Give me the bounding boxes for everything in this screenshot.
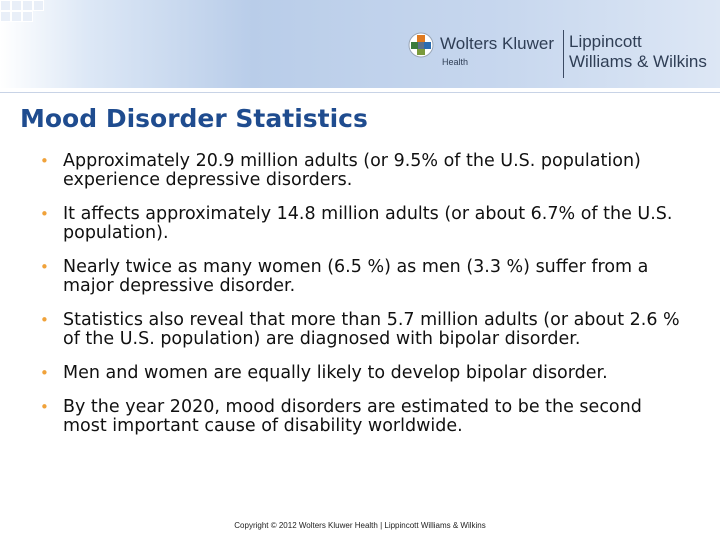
bullet-text: Nearly twice as many women (6.5 %) as men (3.3 %) suffer from a major depressive disorder. xyxy=(63,257,649,296)
bullet-marker: • xyxy=(40,398,49,416)
logo-imprint-line1: Lippincott xyxy=(569,32,642,51)
logo-brand: Wolters Kluwer xyxy=(440,34,554,53)
header-grid-decoration xyxy=(0,0,60,22)
bullet-text: By the year 2020, mood disorders are estimated to be the second most important cause of disability worldwide. xyxy=(63,397,642,436)
logo-divider xyxy=(563,30,564,78)
bullet-item xyxy=(38,258,688,296)
bullet-text: It affects approximately 14.8 million adults (or about 6.7% of the U.S. population). xyxy=(63,204,673,243)
wolters-kluwer-logo-icon xyxy=(408,32,434,58)
bullet-marker: • xyxy=(40,364,49,382)
logo-imprint-line2: Williams & Wilkins xyxy=(569,52,707,71)
bullet-text: Men and women are equally likely to develop bipolar disorder. xyxy=(63,363,608,383)
header-band xyxy=(0,0,720,88)
bullet-item xyxy=(38,398,688,436)
title-divider xyxy=(0,92,720,93)
slide-title: Mood Disorder Statistics xyxy=(20,104,368,133)
logo-division: Health xyxy=(442,57,469,67)
bullet-text: Approximately 20.9 million adults (or 9.5% of the U.S. population) experience depressive disorders. xyxy=(63,151,641,190)
bullet-marker: • xyxy=(40,205,49,223)
bullet-marker: • xyxy=(40,152,49,170)
bullet-text: Statistics also reveal that more than 5.7 million adults (or about 2.6 % of the U.S. population) are diagnosed with bipolar disorder. xyxy=(63,310,680,349)
bullet-list xyxy=(38,152,688,451)
bullet-marker: • xyxy=(40,311,49,329)
copyright-footer: Copyright © 2012 Wolters Kluwer Health | Lippincott Williams & Wilkins xyxy=(234,521,486,530)
bullet-item xyxy=(38,205,688,243)
publisher-logo xyxy=(406,28,716,80)
bullet-marker: • xyxy=(40,258,49,276)
bullet-item xyxy=(38,152,688,190)
bullet-item xyxy=(38,311,688,349)
bullet-item xyxy=(38,364,688,383)
logo-imprint xyxy=(569,32,707,72)
